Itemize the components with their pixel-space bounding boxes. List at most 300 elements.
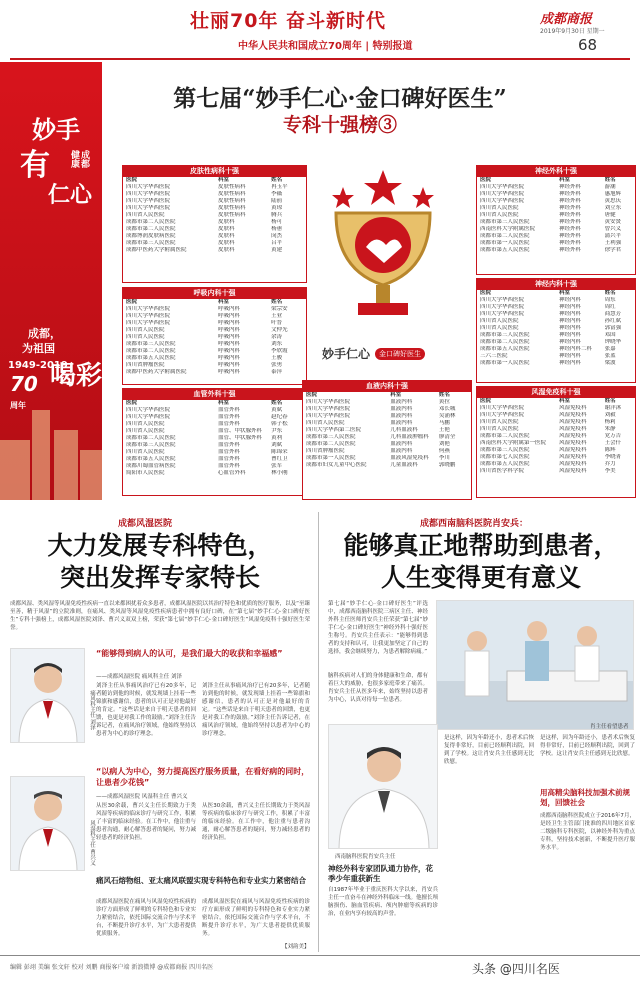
table-cell: 李川 [438, 455, 450, 461]
table-cell: 风湿免疫科 [559, 468, 587, 474]
table-cell: 泰萍 [271, 369, 283, 375]
table-row [123, 442, 306, 449]
table-cell: 成都市第七人民医院 [480, 454, 530, 460]
table-header [123, 177, 306, 184]
table-row [477, 212, 635, 219]
source-watermark: 头条 @四川名医 [472, 962, 560, 976]
table-cell: 风湿免疫科 [559, 440, 587, 446]
table-rheum [476, 386, 636, 498]
masthead-subtitle: 中华人民共和国成立70周年 | 特别报道 [238, 41, 413, 52]
banner-char-you: 有 [20, 148, 50, 183]
table-cell: 成都博润皮肤病医院 [126, 233, 176, 239]
table-cell: 刘毅 [604, 412, 616, 418]
table-cell: 四川大学华西医院 [480, 311, 525, 317]
table-cell: 四川省人民医院 [126, 421, 165, 427]
table-cell: 风湿免疫科 [559, 419, 587, 425]
table-hema [302, 380, 472, 500]
table-cell: 四川大学华西医院 [480, 412, 525, 418]
table-cell: 皮肤科 [218, 247, 235, 253]
table-row [123, 334, 306, 341]
table-cell: 神经内科 [559, 332, 582, 338]
table-cell: 皮肤性病科 [218, 184, 246, 190]
table-cell: 四川省人民医院 [126, 212, 165, 218]
column-header: 医院 [480, 177, 492, 183]
table-row [123, 205, 306, 212]
table-row [303, 399, 471, 406]
table-header [303, 392, 471, 399]
table-cell: 皮肤性病科 [218, 191, 246, 197]
building-silhouette [0, 440, 30, 500]
pull-quote-2-source: ——成都风湿医院 风湿科主任 曹兴义 [96, 794, 188, 800]
table-cell: 神经内科 [559, 297, 582, 303]
table-row [477, 247, 635, 254]
ward-photo-caption: 肖主任看望患者 [590, 724, 629, 730]
table-cell: 成都市第三人民医院 [480, 332, 530, 338]
table-row [477, 332, 635, 339]
table-cell: 神经外科 [559, 219, 582, 225]
table-cell: 血液内科 [390, 448, 413, 454]
table-row [303, 462, 471, 469]
column-header: 姓名 [604, 398, 616, 404]
table-row [123, 306, 306, 313]
banner-health: 健康 [69, 150, 79, 168]
table-row [477, 304, 635, 311]
hospital-ward-photo [436, 600, 634, 730]
table-cell: 四川省人民医院 [306, 420, 345, 426]
right-article-body2: 自1987年毕业于重庆医科大学以来，肖安兵主任一直奋斗在神经外科临床一线。他擅长颅脑损伤、脑血管疾病、颅内肿瘤等疾病的诊治，在业内享有较高的声誉。 [328, 887, 438, 917]
column-header: 姓名 [604, 290, 616, 296]
table-cell: 四川大学华西医院 [480, 184, 525, 190]
right-article-body1: 脑科疾病对人们的身体健康和生命，都有着巨大的威胁，也很多家庭带来了痛苦。肖安兵主任从医多年来，始终坚持以患者为中心，认真对待每一位患者。 [328, 673, 428, 703]
table-row [477, 191, 635, 198]
pull-quote-2: “以病人为中心，努力提高医疗服务质量，在看好病的同时，让患者少花钱” [96, 767, 310, 787]
right-headline-line1: 能够真正地帮助到患者， [343, 531, 619, 560]
column-header: 医院 [126, 299, 138, 305]
table-row [477, 311, 635, 318]
table-cell: 心血管外科 [218, 470, 246, 476]
table-title: 血管外科十强 [123, 389, 306, 400]
table-cell: 王业 [271, 313, 283, 319]
table-cell: 成都市第三人民医院 [126, 442, 176, 448]
table-cell: 张勇 [271, 362, 283, 368]
left-article-body2b: 从医30余载，曹兴义主任长期致力于类风湿等疾病的临床诊疗与研究工作，积累了丰富的临床经验。在工作中，他注重与患者沟通，耐心解答患者的疑问，努力减轻患者的经济负担。 [202, 803, 310, 841]
table-row [303, 413, 471, 420]
table-row [477, 461, 635, 468]
table-row [123, 233, 306, 240]
banner-char-miao: 妙手 [32, 115, 80, 144]
award-emblem [318, 165, 448, 365]
table-cell: 何燕 [438, 448, 450, 454]
left-article-body1: 刘泽主任从事痛风治疗已有20多年，记者随访到他的时候，就发现墙上挂着一些锦旗和感谢信，患者的认可正是对他最好的肯定。“这些话是来自于明天患者的回馈，也更是对我工作的鼓励。”刘泽主任告诉记者，在痛风治疗领域，他始终坚持以患者为中心的诊疗理念。 [96, 683, 196, 737]
table-cell: 四川大学华西医院 [306, 406, 351, 412]
column-header: 医院 [480, 398, 492, 404]
table-cell: 四川大学华西第二医院 [306, 427, 362, 433]
table-row [123, 348, 306, 355]
column-header: 科室 [390, 392, 402, 398]
column-header: 姓名 [271, 400, 283, 406]
table-cell: 风湿免疫科 [559, 426, 587, 432]
banner-char-ren: 仁心 [48, 182, 93, 208]
table-cell: 吴涌林 [438, 413, 456, 419]
table-cell: 马鹏 [438, 420, 450, 426]
table-cell: 蒲兴平 [604, 233, 622, 239]
table-row [123, 184, 306, 191]
pull-quote-1-source: ——成都风湿医院 痛风科主任 刘泽 [96, 674, 182, 680]
table-cell: 四川大学华西医院 [126, 414, 171, 420]
table-cell: 三六三医院 [480, 353, 508, 359]
table-cell: 神经外科 [559, 240, 582, 246]
table-cell: 血管外科 [218, 442, 241, 448]
table-cell: 黄建 [271, 247, 283, 253]
table-cell: 神经外科 [559, 184, 582, 190]
table-cell: 四川省医学科学院 [480, 468, 525, 474]
footer-credits: 编辑 彭翊 美编 张文轩 校对 刘鹏 商报客户端 新浪微博 @成都商报 四川名医 [10, 964, 214, 971]
trophy-icon [318, 165, 448, 365]
table-cell: 呼吸内科 [218, 362, 241, 368]
table-row [477, 468, 635, 475]
table-cell: 四川大学华西医院 [126, 184, 171, 190]
table-cell: 孙红斌 [604, 318, 622, 324]
table-cell: 成都市第三人民医院 [480, 219, 530, 225]
table-cell: 风湿免疫科 [559, 412, 587, 418]
column-header: 科室 [218, 299, 230, 305]
table-header [477, 290, 635, 297]
table-cell: 尹东 [271, 428, 283, 434]
table-row [477, 433, 635, 440]
caption-cao: 风湿科主任 曹兴义 [89, 820, 95, 866]
column-header: 姓名 [604, 177, 616, 183]
table-cell: 四川大学华西医院 [126, 205, 171, 211]
table-cell: 文仲光 [271, 327, 288, 333]
table-cell: 郭富强 [604, 325, 622, 331]
table-cell: 神经外科 [559, 212, 582, 218]
page-title: 第七届“妙手仁心·金口碑好医生” [173, 85, 507, 112]
table-row [477, 405, 635, 412]
table-cell: 王骏 [271, 355, 283, 361]
table-row [477, 198, 635, 205]
table-cell: 呼吸内科 [218, 320, 241, 326]
column-header: 科室 [559, 398, 571, 404]
table-title: 风湿免疫科十强 [477, 387, 635, 398]
table-header [477, 177, 635, 184]
table-cell: 神经外科 [559, 191, 582, 197]
ward-scene-icon [437, 601, 634, 730]
table-cell: 风湿免疫科 [559, 405, 587, 411]
column-header: 医院 [126, 177, 138, 183]
table-cell: 神经外科 [559, 247, 582, 253]
table-row [303, 455, 471, 462]
table-cell: 神经外科 [559, 198, 582, 204]
table-cell: 神经外科 [559, 205, 582, 211]
table-cell: 血管、甲状腺外科 [218, 435, 263, 441]
table-cell: 刘斌 [271, 442, 283, 448]
table-cell: 呼吸内科 [218, 369, 241, 375]
table-cell: 四川大学华西医院 [126, 407, 171, 413]
table-cell: 皮肤科 [218, 226, 235, 232]
table-cell: 陆前 [271, 198, 283, 204]
table-cell: 神经内科 [559, 318, 582, 324]
column-header: 姓名 [271, 299, 283, 305]
table-cell: 神经外科 [559, 233, 582, 239]
table-cell: 成都市第三人民医院 [126, 240, 176, 246]
table-cell: 陈辉 [604, 447, 616, 453]
table-cell: 黄安贤 [604, 219, 622, 225]
table-cell: 周东 [604, 297, 616, 303]
table-row [477, 184, 635, 191]
table-cell: 曾兴义 [604, 226, 622, 232]
table-row [477, 339, 635, 346]
table-cell: 四川大学华西医院 [126, 313, 171, 319]
table-cell: 风湿免疫科 [559, 454, 587, 460]
left-article-body1b: 刘泽主任从事痛风治疗已有20多年，记者随访到他的时候，就发现墙上挂着一些锦旗和感谢信，患者的认可正是对他最好的肯定。“这些话是来自于明天患者的回馈，也更是对我工作的鼓励。”刘泽主任告诉记者，在痛风治疗领域，他始终坚持以患者为中心的诊疗理念。 [202, 683, 310, 737]
table-row [303, 448, 471, 455]
doctor-photo-xiao [328, 724, 438, 849]
column-header: 医院 [480, 290, 492, 296]
table-cell: 成都川蜀血管病医院 [126, 463, 176, 469]
left-headline-line2: 突出发挥专家特长 [59, 563, 260, 592]
table-cell: 血管外科 [218, 456, 241, 462]
table-cell: 成都市第三人民医院 [306, 434, 356, 440]
table-cell: 血液内科 [390, 399, 413, 405]
table-row [477, 325, 635, 332]
table-cell: 成都中医药大学附属医院 [126, 369, 187, 375]
doctor-portrait-icon [11, 649, 85, 743]
table-cell: 四川大学华西医院 [480, 191, 525, 197]
table-cell: 血管外科 [218, 449, 241, 455]
table-header [477, 398, 635, 405]
issue-date: 2019年9月30日 星期一 [540, 28, 605, 35]
table-header [123, 299, 306, 306]
table-cell: 李薇 [271, 191, 283, 197]
banner-anniversary: 周年 [10, 401, 26, 410]
table-row [477, 419, 635, 426]
table-cell: 成都市第五人民医院 [480, 461, 530, 467]
table-cell: 黄拉 [438, 399, 450, 405]
table-cell: 四川省人民医院 [126, 334, 165, 340]
table-cell: 四川大学华西医院 [480, 198, 525, 204]
table-cell: 血液内科 [390, 413, 413, 419]
table-row [477, 360, 635, 367]
table-row [123, 226, 306, 233]
table-cell: 成都市第二人民医院 [126, 226, 176, 232]
table-cell: 梁宗安 [271, 306, 288, 312]
masthead [0, 0, 640, 62]
table-neuro [476, 165, 636, 275]
table-cell: 李美 [604, 468, 616, 474]
table-row [123, 470, 306, 477]
table-cell: 皮肤性病科 [218, 212, 246, 218]
doctor-photo-cao [10, 776, 85, 871]
table-cell: 游潮 [604, 184, 616, 190]
left-article-reporter: 【刘韵美】 [282, 944, 310, 950]
table-row [477, 454, 635, 461]
table-cell: 呼吸内科 [218, 341, 241, 347]
page-number: 68 [578, 36, 598, 54]
table-cell: 风湿免疫科 [559, 447, 587, 453]
table-cell: 四川省人民医院 [126, 327, 165, 333]
table-row [477, 346, 635, 353]
column-header: 姓名 [438, 392, 450, 398]
table-cell: 呼吸内科 [218, 348, 241, 354]
table-row [123, 198, 306, 205]
emblem-caption: 金口碑好医生 [375, 348, 425, 360]
table-row [123, 414, 306, 421]
table-cell: 神经内科 [559, 325, 582, 331]
right-article-subhead2: 用高精尖脑科技加强术前规划，回馈社会 [540, 788, 630, 807]
table-cell: 黄斌 [271, 407, 283, 413]
page-subtitle: 专科十强榜③ [282, 114, 397, 136]
left-article-kicker: 成都风湿医院 [118, 519, 173, 529]
table-cell: 成都市第五人民医院 [480, 346, 530, 352]
table-cell: 四川大学华西医院 [126, 306, 171, 312]
table-cell: 血液风湿免疫科 [390, 455, 429, 461]
right-headline-line2: 人生变得更有意义 [380, 563, 581, 592]
table-row [123, 313, 306, 320]
table-cell: 成都市第三人民医院 [126, 341, 176, 347]
table-cell: 血液内科 [390, 441, 413, 447]
banner-jiacai: 喝彩 [50, 361, 103, 391]
table-row [303, 441, 471, 448]
table-cell: 神经内科 [559, 339, 582, 345]
table-row [123, 428, 306, 435]
table-cell: 张军 [271, 463, 283, 469]
column-header: 医院 [126, 400, 138, 406]
table-neurol [476, 278, 636, 383]
table-row [123, 327, 306, 334]
table-row [477, 447, 635, 454]
left-article-body3: 成都风湿医院在痛风与风湿免疫性疾病的诊疗方面形成了鲜明的专科特色和专业实力紧密结合，依托国际交流合作与学术平台，不断提升诊疗水平，为广大患者提供优质服务。 [96, 899, 196, 937]
column-header: 科室 [559, 177, 571, 183]
banner-years: 1949-2019 [8, 360, 68, 371]
emblem-logo-text: 妙手仁心 [322, 347, 371, 361]
table-row [477, 219, 635, 226]
masthead-rule [10, 58, 630, 60]
table-cell: 神经内科二科 [559, 346, 593, 352]
table-row [477, 440, 635, 447]
column-header: 科室 [559, 290, 571, 296]
table-row [123, 456, 306, 463]
left-article-subhead: 痛风石熔物组、亚太痛风联盟实现专科特色和专业实力紧密结合 [96, 876, 306, 885]
table-cell: 血管外科 [218, 421, 241, 427]
table-cell: 血管、甲状腺外科 [218, 428, 263, 434]
table-row [123, 369, 306, 376]
table-cell: 成都市第一人民医院 [480, 240, 530, 246]
table-title: 呼吸内科十强 [123, 288, 306, 299]
table-cell: 梁波 [604, 360, 616, 366]
table-cell: 刘立东 [604, 205, 622, 211]
table-cell: 四川大学华西医院 [480, 304, 525, 310]
table-title: 神经内科十强 [477, 279, 635, 290]
table-cell: 四川大学华西医院 [480, 297, 525, 303]
table-cell: 廖清全 [438, 434, 456, 440]
table-cell: 徐学君 [604, 247, 622, 253]
column-header: 科室 [218, 400, 230, 406]
table-cell: 血液内科 [390, 420, 413, 426]
table-cell: 成都市第二人民医院 [126, 348, 176, 354]
table-cell: 唐健 [604, 212, 616, 218]
table-row [123, 341, 306, 348]
table-row [477, 412, 635, 419]
table-row [477, 240, 635, 247]
table-cell: 刘东 [271, 341, 283, 347]
table-cell: 成都市第二人民医院 [480, 233, 530, 239]
column-header: 医院 [306, 392, 318, 398]
building-silhouette [54, 430, 78, 500]
right-article-kicker: 成都西南脑科医院肖安兵： [420, 519, 529, 529]
doctor-photo-liu [10, 648, 85, 743]
left-article-body2: 从医30余载，曹兴义主任长期致力于类风湿等疾病的临床诊疗与研究工作，积累了丰富的临床经验。在工作中，他注重与患者沟通，耐心解答患者的疑问，努力减轻患者的经济负担。 [96, 803, 196, 841]
table-cell: 皮肤科 [218, 240, 235, 246]
table-cell: 周红 [604, 304, 616, 310]
table-cell: 四川大学华西医院 [126, 191, 171, 197]
table-cell: 闵杰 [271, 233, 283, 239]
table-cell: 皮肤科 [218, 219, 235, 225]
table-cell: 张蓝 [604, 353, 616, 359]
table-cell: 四川大学华西医院 [126, 320, 171, 326]
table-cell: 四川大学华西医院 [480, 405, 525, 411]
table-cell: 刘艳 [438, 441, 450, 447]
table-cell: 叶晋 [271, 320, 283, 326]
table-row [303, 427, 471, 434]
table-cell: 张嘉 [604, 346, 616, 352]
table-cell: 血管外科 [218, 414, 241, 420]
table-cell: 儿科血液肿瘤科 [390, 434, 429, 440]
banner-chengdu: 成都 [79, 150, 89, 168]
table-cell: 呼吸内科 [218, 313, 241, 319]
table-row [303, 406, 471, 413]
column-header: 姓名 [271, 177, 283, 183]
column-header: 科室 [218, 177, 230, 183]
table-cell: 西南医科大学附属第一医院 [480, 440, 547, 446]
table-cell: 赵纪春 [271, 414, 288, 420]
table-row [477, 353, 635, 360]
table-row [123, 449, 306, 456]
table-cell: 林小刚 [271, 470, 288, 476]
right-article-body3b: 是这样，因为年龄还小，患者术后恢复得非常好，目前已经顺利出院，回到了学校。这让肖安兵主任感到无比欣慰。 [540, 735, 635, 757]
building-silhouette [32, 410, 50, 500]
masthead-slogan: 壮丽70年 奋斗新时代 [190, 10, 387, 32]
banner-country-line2: 为祖国 [22, 342, 55, 355]
table-cell: 王利强 [604, 240, 622, 246]
table-row [123, 463, 306, 470]
table-cell: 四川省肿瘤医院 [126, 362, 165, 368]
table-cell: 成都市第二人民医院 [306, 441, 356, 447]
table-cell: 呼吸内科 [218, 355, 241, 361]
table-cell: 血管外科 [218, 463, 241, 469]
table-row [477, 426, 635, 433]
table-cell: 四川省人民医院 [480, 212, 519, 218]
table-cell: 四川省人民医院 [126, 428, 165, 434]
table-row [123, 421, 306, 428]
table-row [477, 205, 635, 212]
table-row [123, 435, 306, 442]
table-cell: 成都市妇女儿童中心医院 [306, 462, 367, 468]
right-article-body3: 是这样，因为年龄还小，患者术后恢复得非常好，目前已经顺利出院，回到了学校。这让肖安兵主任感到无比欣慰。 [444, 735, 534, 765]
table-cell: 商慧芳 [604, 311, 622, 317]
table-cell: 杨可 [271, 219, 283, 225]
table-row [477, 233, 635, 240]
table-cell: 神经内科 [559, 304, 582, 310]
table-row [123, 362, 306, 369]
table-cell: 成都市第五人民医院 [480, 247, 530, 253]
table-cell: 四川大学华西医院 [306, 399, 351, 405]
table-cell: 简阳市人民医院 [126, 470, 165, 476]
table-row [477, 297, 635, 304]
table-cell: 成都市第五人民医院 [126, 355, 176, 361]
table-cell: 王会仟 [604, 440, 622, 446]
table-cell: 吕平 [271, 240, 283, 246]
table-cell: 杨莉 [604, 419, 616, 425]
